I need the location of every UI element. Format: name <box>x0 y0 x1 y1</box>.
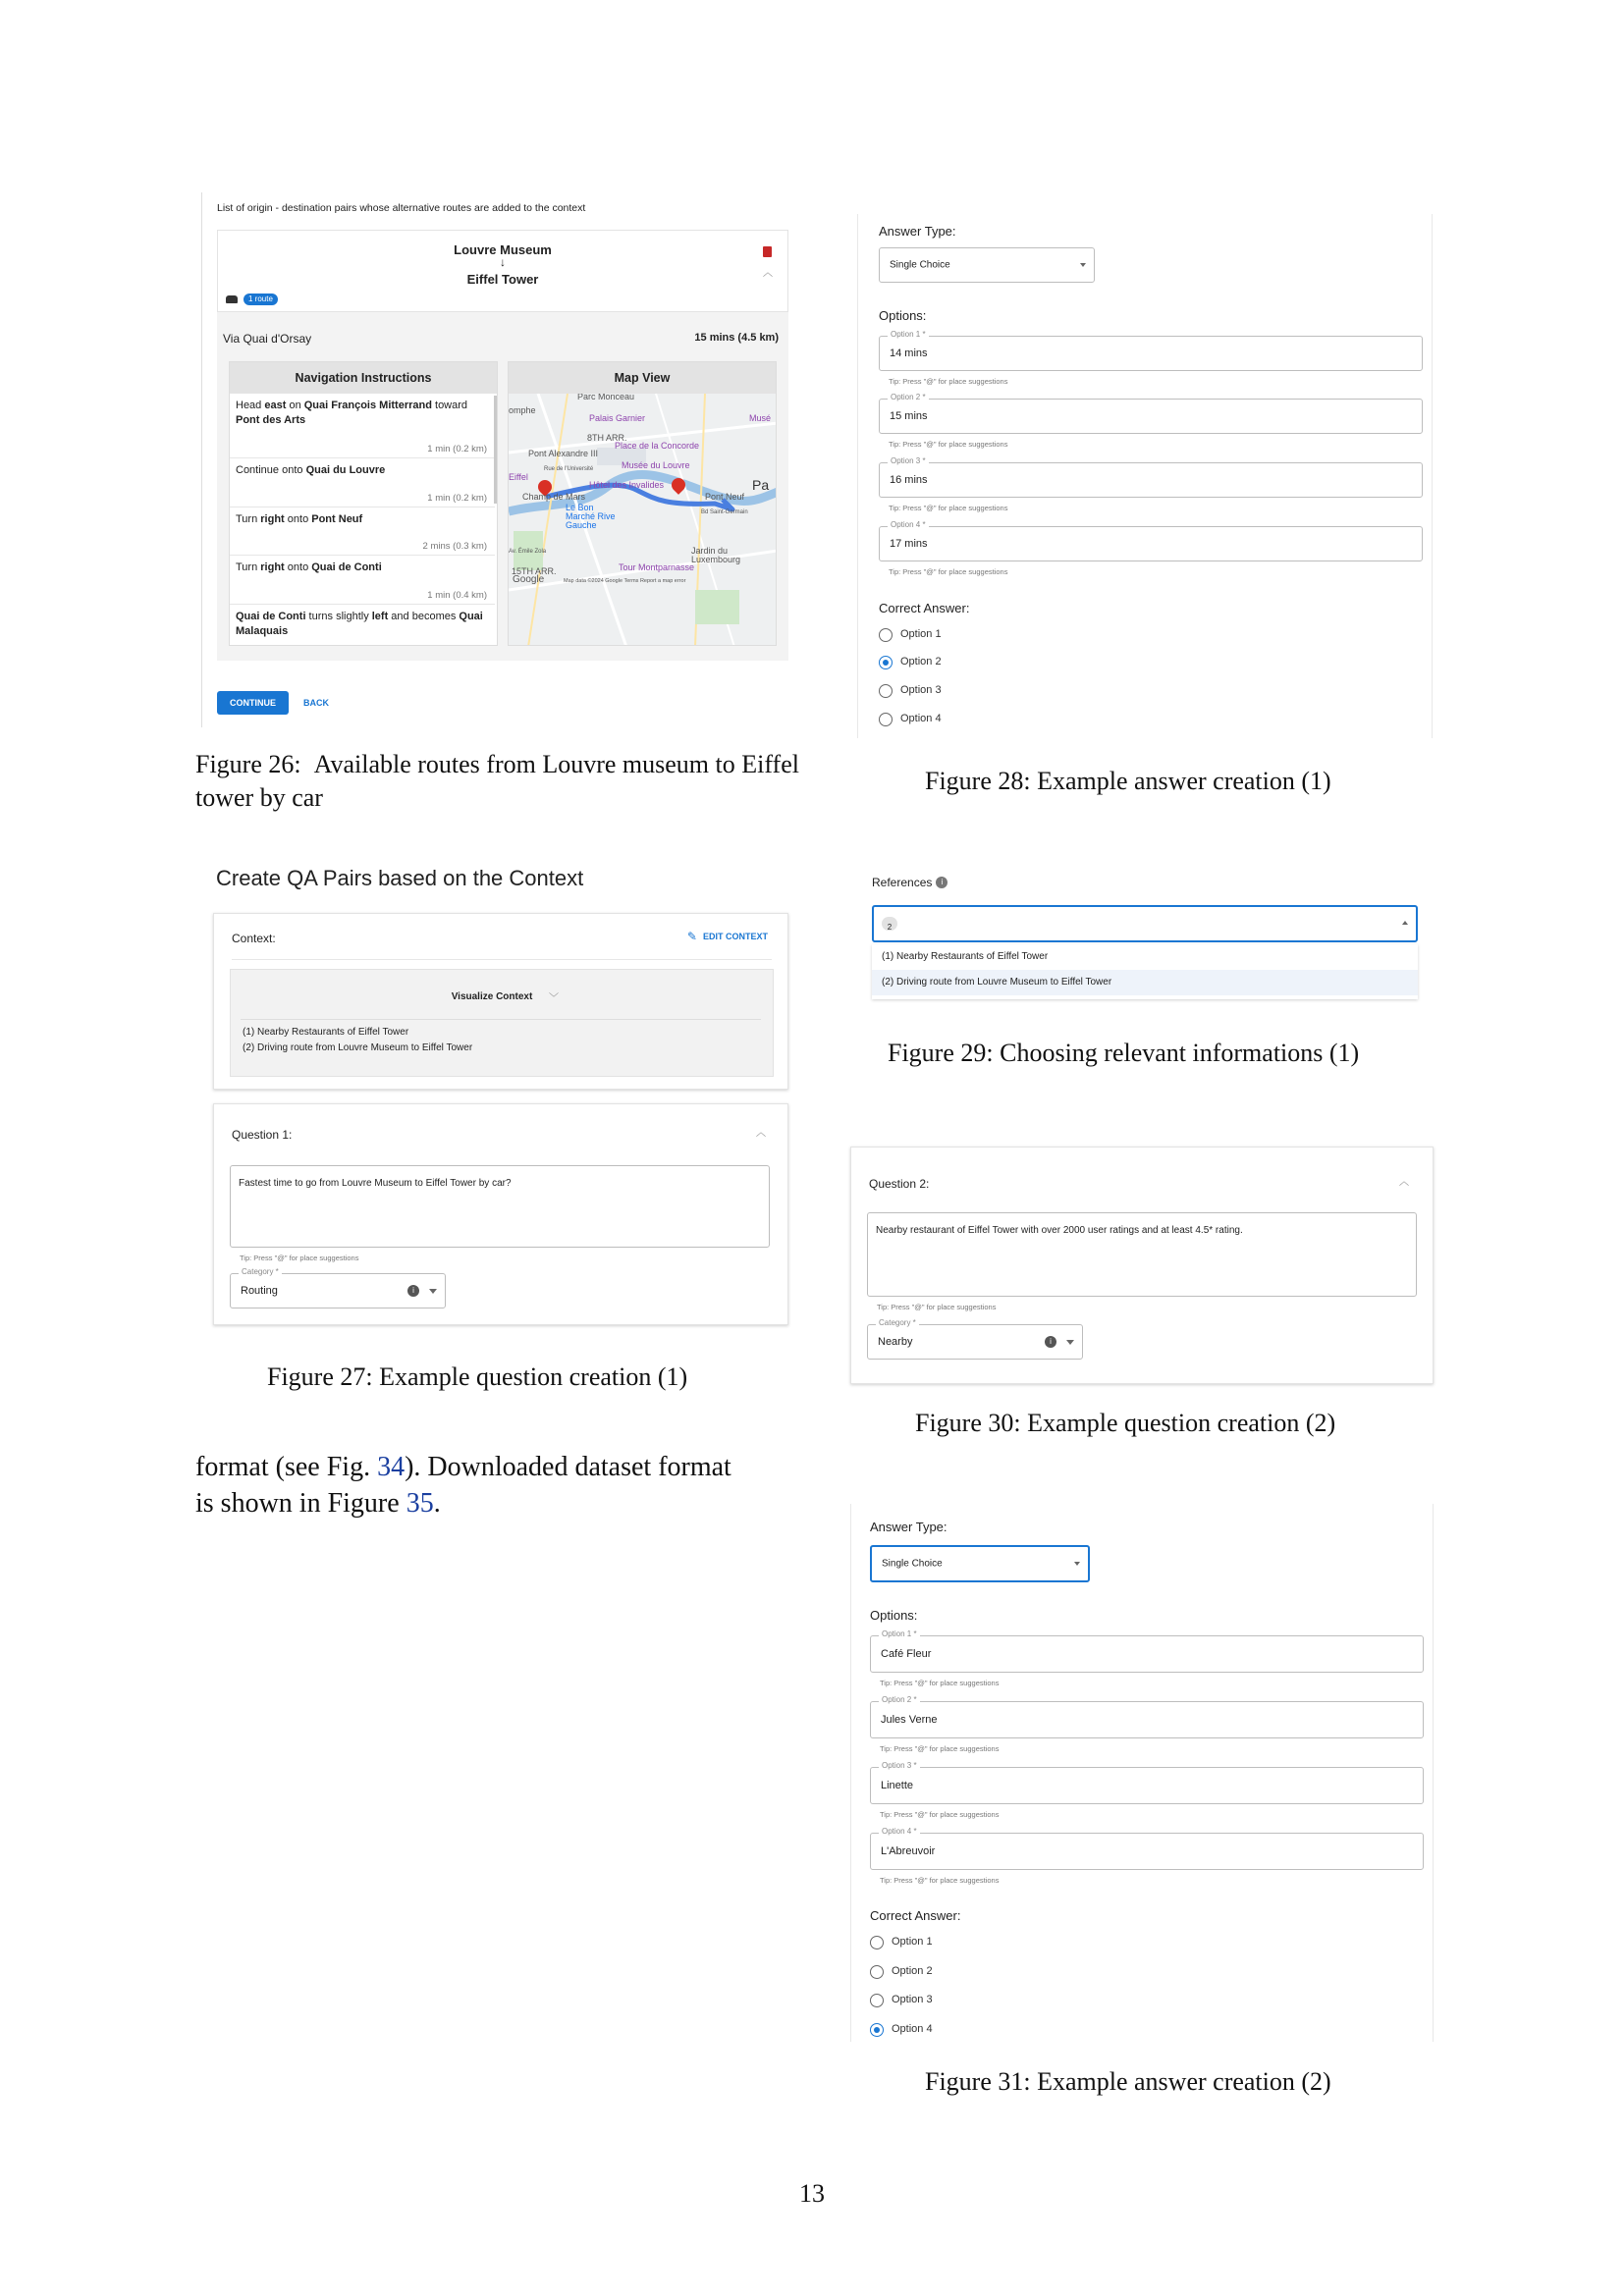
map-label: Parc Monceau <box>577 394 635 401</box>
option-tip: Tip: Press "@" for place suggestions <box>880 1876 1000 1885</box>
radio-label: Option 3 <box>892 1994 933 2005</box>
pencil-icon: ✎ <box>686 930 697 943</box>
info-icon: i <box>407 1285 419 1297</box>
question-1-text: Fastest time to go from Louvre Museum to Eiffel Tower by car? <box>239 1178 512 1189</box>
references-dropdown <box>872 944 1418 999</box>
question-1-card <box>213 1103 788 1325</box>
reference-option-2[interactable]: (2) Driving route from Louvre Museum to Eiffel Tower <box>872 970 1418 995</box>
question-1-label: Question 1: <box>232 1128 293 1142</box>
context-item: (1) Nearby Restaurants of Eiffel Tower <box>243 1027 409 1038</box>
chevron-up-icon[interactable]: ︿ <box>756 1128 766 1139</box>
map-label: Pont Neuf <box>705 492 745 502</box>
reference-option-1[interactable]: (1) Nearby Restaurants of Eiffel Tower <box>882 951 1049 962</box>
category-select[interactable]: Category * Nearby i <box>867 1324 1083 1360</box>
option-value: Jules Verne <box>881 1714 938 1726</box>
map-label: Champ de Mars <box>522 492 586 502</box>
radio-option-4[interactable] <box>870 2023 884 2037</box>
chevron-up-icon[interactable]: ︿ <box>763 268 773 279</box>
figure-30 <box>850 1147 1434 1384</box>
nav-step: Turn right onto Pont Neuf 2 mins (0.3 km) <box>230 507 495 556</box>
option-tip: Tip: Press "@" for place suggestions <box>880 1679 1000 1687</box>
map-label: Av. Émile Zola <box>509 549 547 555</box>
option-tip: Tip: Press "@" for place suggestions <box>889 440 1008 449</box>
fig26-header: List of origin - destination pairs whose alternative routes are added to the context <box>217 202 586 214</box>
nav-step: Head east on Quai François Mitterrand toward Pont des Arts 1 min (0.2 km) <box>230 394 495 458</box>
option-1-field[interactable]: Option 1 * Café Fleur <box>870 1635 1424 1673</box>
map-label: Tour Montparnasse <box>619 562 695 572</box>
radio-label: Option 4 <box>900 713 942 724</box>
answer-type-select[interactable] <box>870 1545 1090 1582</box>
arrow-down: ↓ <box>500 255 506 269</box>
radio-label: Option 4 <box>892 2023 933 2035</box>
context-item: (2) Driving route from Louvre Museum to Eiffel Tower <box>243 1042 473 1053</box>
option-value: Linette <box>881 1780 914 1791</box>
map-title: Map View <box>509 362 776 394</box>
option-tip: Tip: Press "@" for place suggestions <box>880 1810 1000 1819</box>
step-distance: 1 min (0.4 km) <box>427 590 487 601</box>
map-label: Musée du Louvre <box>622 460 690 470</box>
answer-type-label: Answer Type: <box>870 1520 947 1534</box>
answer-type-value: Single Choice <box>890 259 950 271</box>
map-attribution: Map data ©2024 Google Terms Report a map error <box>564 578 686 584</box>
option-3-field[interactable]: Option 3 * Linette <box>870 1767 1424 1804</box>
google-logo: Google <box>513 574 545 585</box>
map-label: Eiffel <box>509 472 528 482</box>
radio-option-3[interactable] <box>870 1994 884 2007</box>
step-distance: 1 min (0.2 km) <box>427 493 487 504</box>
body-line-1: format (see Fig. 34). Downloaded dataset format <box>195 1452 731 1482</box>
references-label: References <box>872 876 933 889</box>
dropdown-caret-icon <box>1402 921 1408 925</box>
route-count-badge <box>244 294 278 305</box>
map-label: Place de la Concorde <box>615 441 700 451</box>
figure-31-caption: Figure 31: Example answer creation (2) <box>925 2067 1331 2096</box>
answer-type-select[interactable] <box>879 247 1095 283</box>
map-label: Musé <box>749 413 772 423</box>
radio-option-3[interactable] <box>879 684 893 698</box>
route-duration: 15 mins (4.5 km) <box>694 332 779 344</box>
question-1-tip: Tip: Press "@" for place suggestions <box>240 1254 359 1262</box>
figure-28-caption: Figure 28: Example answer creation (1) <box>925 767 1331 795</box>
question-1-textarea[interactable] <box>230 1165 770 1248</box>
context-label: Context: <box>232 932 276 945</box>
body-line-2: is shown in Figure 35. <box>195 1488 441 1519</box>
radio-option-2[interactable] <box>870 1965 884 1979</box>
route-card <box>217 230 788 312</box>
selected-count-chip: 2 <box>882 917 897 931</box>
fig-35-link[interactable]: 35 <box>406 1488 434 1519</box>
answer-type-value: Single Choice <box>882 1558 943 1570</box>
option-4-field[interactable]: Option 4 * 17 mins <box>879 526 1423 561</box>
option-value: 15 mins <box>890 410 928 422</box>
option-3-field[interactable]: Option 3 * 16 mins <box>879 462 1423 498</box>
correct-answer-label: Correct Answer: <box>870 1908 961 1923</box>
context-card <box>213 913 788 1090</box>
fig-34-link[interactable]: 34 <box>377 1452 406 1482</box>
back-button[interactable] <box>303 691 329 715</box>
nav-scrollbar[interactable] <box>494 396 497 504</box>
option-value: L'Abreuvoir <box>881 1845 936 1857</box>
option-value: 16 mins <box>890 474 928 486</box>
radio-option-1[interactable] <box>870 1936 884 1949</box>
route-detail <box>217 312 788 661</box>
references-label-row <box>872 876 947 889</box>
map-panel <box>508 361 777 646</box>
origin-label: Louvre Museum <box>454 242 552 257</box>
dropdown-caret-icon <box>1074 1562 1080 1566</box>
figure-31 <box>850 1504 1434 2042</box>
visualize-context-toggle[interactable]: Visualize Context <box>451 991 533 1002</box>
radio-option-1[interactable] <box>879 628 893 642</box>
navigation-panel <box>229 361 498 646</box>
dropdown-caret-icon <box>1080 263 1086 267</box>
chevron-down-icon[interactable]: ﹀ <box>549 993 559 1004</box>
map-label: Le Bon Marché Rive Gauche <box>566 503 616 530</box>
figure-26-caption: Figure 26: Available routes from Louvre museum to Eiffel tower by car <box>195 750 799 812</box>
question-2-text: Nearby restaurant of Eiffel Tower with over 2000 user ratings and at least 4.5* rating. <box>876 1225 1243 1236</box>
radio-label: Option 1 <box>892 1936 933 1948</box>
route-via: Via Quai d'Orsay <box>223 332 312 346</box>
answer-type-label: Answer Type: <box>879 224 956 239</box>
radio-option-2[interactable] <box>879 656 893 669</box>
delete-icon[interactable] <box>763 246 772 257</box>
question-2-tip: Tip: Press "@" for place suggestions <box>877 1303 997 1311</box>
option-value: 14 mins <box>890 347 928 359</box>
edit-context-button[interactable] <box>687 930 768 943</box>
qa-heading: Create QA Pairs based on the Context <box>216 866 584 890</box>
figure-26 <box>201 192 790 727</box>
figure-27-caption: Figure 27: Example question creation (1) <box>267 1362 688 1391</box>
option-tip: Tip: Press "@" for place suggestions <box>889 504 1008 512</box>
map-label: 8TH ARR. <box>587 433 627 443</box>
nav-step: Turn right onto Quai de Conti 1 min (0.4 km) <box>230 556 495 605</box>
dropdown-caret-icon <box>1066 1340 1074 1345</box>
category-select[interactable]: Category * Routing i <box>230 1273 446 1308</box>
map-label: Pa <box>752 477 770 493</box>
figure-28 <box>857 214 1433 738</box>
step-distance: 2 mins (0.3 km) <box>422 541 487 552</box>
radio-option-4[interactable] <box>879 713 893 726</box>
nav-step: Quai de Conti turns slightly left and becomes Quai Malaquais <box>236 611 483 637</box>
chevron-up-icon[interactable]: ︿ <box>1399 1177 1409 1188</box>
route-count-text: 1 route <box>248 294 273 303</box>
radio-label: Option 1 <box>900 628 942 640</box>
map-label: Pont Alexandre III <box>528 449 599 458</box>
continue-label: CONTINUE <box>230 698 276 708</box>
map-label: Jardin du Luxembourg <box>691 546 741 564</box>
back-label: BACK <box>303 698 329 708</box>
map-label: 15TH ARR. <box>512 566 557 576</box>
map-view[interactable] <box>509 394 777 646</box>
option-tip: Tip: Press "@" for place suggestions <box>880 1744 1000 1753</box>
edit-context-label: EDIT CONTEXT <box>702 932 768 941</box>
car-icon <box>226 295 238 303</box>
correct-answer-label: Correct Answer: <box>879 601 970 615</box>
destination-label: Eiffel Tower <box>466 272 539 287</box>
option-2-field[interactable]: Option 2 * Jules Verne <box>870 1701 1424 1738</box>
figure-29 <box>854 864 1435 1009</box>
option-value: 17 mins <box>890 538 928 550</box>
map-label: Hôtel des Invalides <box>589 480 665 490</box>
references-select[interactable] <box>872 905 1418 942</box>
info-icon[interactable]: i <box>936 877 947 888</box>
radio-label: Option 2 <box>892 1965 933 1977</box>
option-tip: Tip: Press "@" for place suggestions <box>889 567 1008 576</box>
category-value: Routing <box>241 1285 278 1297</box>
figure-27 <box>213 852 792 1343</box>
map-label: omphe <box>509 405 536 415</box>
options-label: Options: <box>870 1608 918 1623</box>
option-1-field[interactable]: Option 1 * 14 mins <box>879 336 1423 371</box>
map-label: Bd Saint-Germain <box>701 509 748 515</box>
nav-steps[interactable] <box>230 394 495 646</box>
step-distance: 1 min (0.2 km) <box>427 444 487 454</box>
option-2-field[interactable]: Option 2 * 15 mins <box>879 399 1423 434</box>
continue-button[interactable] <box>217 691 289 715</box>
map-label: Rue de l'Université <box>544 466 594 472</box>
option-value: Café Fleur <box>881 1648 932 1660</box>
radio-label: Option 3 <box>900 684 942 696</box>
page-number: 13 <box>799 2179 825 2208</box>
category-value: Nearby <box>878 1336 913 1348</box>
options-label: Options: <box>879 308 927 323</box>
info-icon: i <box>1045 1336 1056 1348</box>
question-2-textarea[interactable] <box>867 1212 1417 1297</box>
figure-29-caption: Figure 29: Choosing relevant informations (1) <box>888 1039 1360 1067</box>
figure-30-caption: Figure 30: Example question creation (2) <box>915 1409 1336 1437</box>
nav-step: Continue onto Quai du Louvre 1 min (0.2 km) <box>230 458 495 507</box>
dropdown-caret-icon <box>429 1289 437 1294</box>
option-4-field[interactable]: Option 4 * L'Abreuvoir <box>870 1833 1424 1870</box>
option-tip: Tip: Press "@" for place suggestions <box>889 377 1008 386</box>
nav-title: Navigation Instructions <box>230 362 497 394</box>
body-paragraph <box>195 1449 804 1522</box>
visualize-context-panel[interactable] <box>230 969 774 1077</box>
question-2-label: Question 2: <box>869 1177 930 1191</box>
map-label: Palais Garnier <box>589 413 646 423</box>
radio-label: Option 2 <box>900 656 942 667</box>
